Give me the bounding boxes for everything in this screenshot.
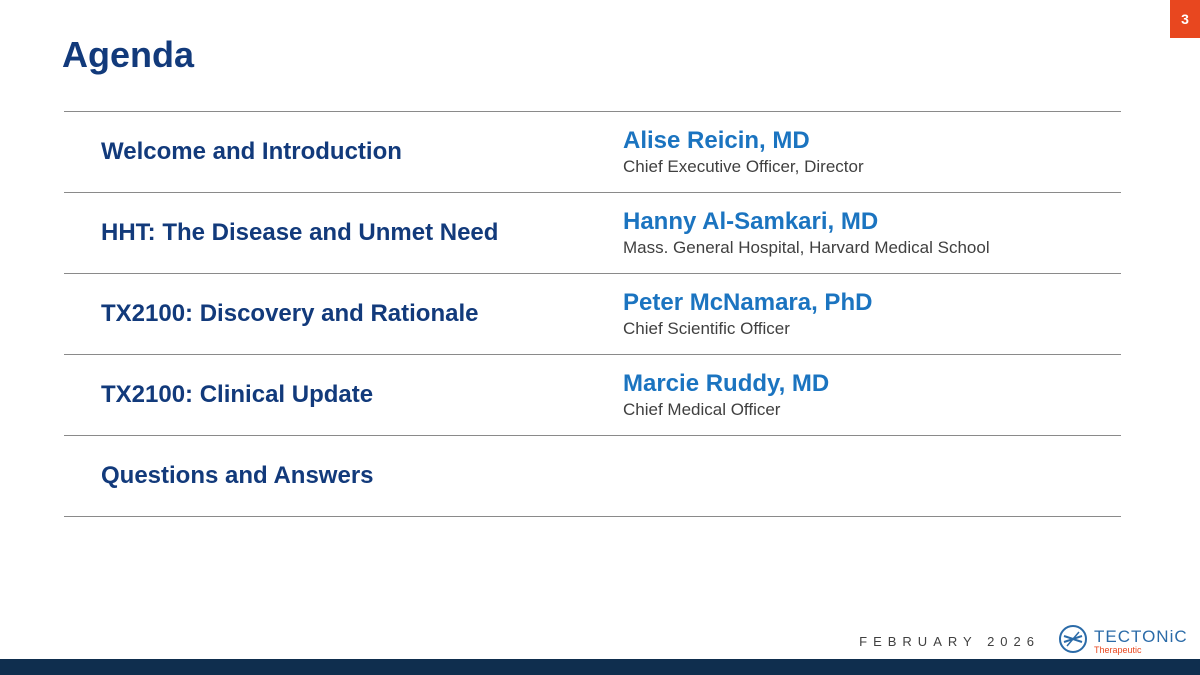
agenda-speaker	[623, 207, 990, 259]
logo-wordmark: TECTONiC	[1094, 627, 1188, 646]
agenda-topic: Questions and Answers	[101, 462, 374, 489]
speaker-role: Chief Scientific Officer	[623, 319, 790, 338]
agenda-speaker	[623, 369, 829, 421]
agenda-topic: HHT: The Disease and Unmet Need	[101, 219, 499, 246]
agenda-row	[64, 273, 1121, 354]
footer-bar	[0, 659, 1200, 675]
tectonic-logo-icon	[1058, 624, 1088, 659]
speaker-role: Chief Executive Officer, Director	[623, 157, 864, 176]
logo-subtitle: Therapeutic	[1094, 645, 1142, 655]
speaker-role: Chief Medical Officer	[623, 400, 781, 419]
agenda-table	[64, 111, 1121, 517]
agenda-speaker	[623, 126, 864, 178]
speaker-role: Mass. General Hospital, Harvard Medical School	[623, 238, 990, 257]
agenda-row	[64, 435, 1121, 517]
agenda-speaker	[623, 288, 872, 340]
agenda-row	[64, 192, 1121, 273]
speaker-name: Alise Reicin, MD	[623, 127, 810, 154]
agenda-row	[64, 354, 1121, 435]
agenda-topic: TX2100: Clinical Update	[101, 381, 374, 408]
company-logo	[1058, 624, 1188, 659]
speaker-name: Hanny Al-Samkari, MD	[623, 208, 879, 235]
agenda-topic: Welcome and Introduction	[101, 138, 402, 165]
agenda-topic: TX2100: Discovery and Rationale	[101, 300, 479, 327]
speaker-name: Peter McNamara, PhD	[623, 289, 873, 316]
page-title: Agenda	[62, 34, 195, 75]
speaker-name: Marcie Ruddy, MD	[623, 370, 830, 397]
page-number-badge: 3	[1170, 0, 1200, 38]
footer-date: FEBRUARY 2026	[859, 634, 1040, 649]
agenda-row	[64, 111, 1121, 192]
